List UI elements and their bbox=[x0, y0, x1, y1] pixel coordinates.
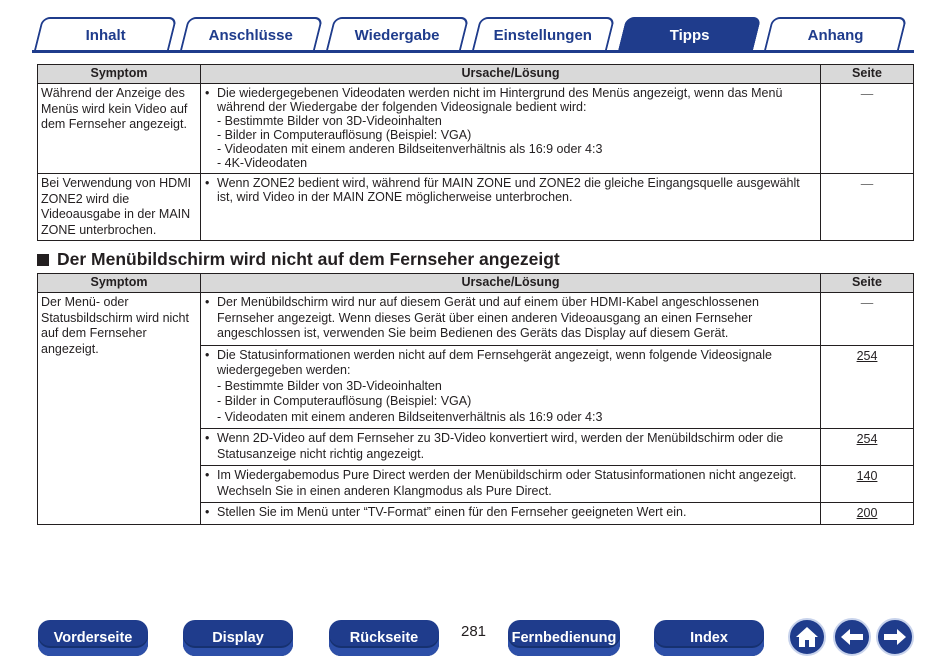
page-ref-none: — bbox=[860, 296, 874, 310]
cause-cell bbox=[201, 84, 821, 174]
page-link[interactable]: 140 bbox=[856, 469, 878, 483]
cause-cell bbox=[201, 429, 821, 466]
header-page: Seite bbox=[821, 274, 914, 293]
previous-page-button[interactable] bbox=[833, 618, 871, 656]
arrow-right-icon bbox=[882, 627, 908, 647]
nav-display-button[interactable]: Display bbox=[183, 620, 293, 656]
tab-underline bbox=[32, 50, 914, 53]
page-link[interactable]: 254 bbox=[856, 348, 878, 363]
list-item: - Bestimmte Bilder von 3D-Videoinhalten bbox=[217, 114, 442, 128]
page-cell bbox=[821, 503, 914, 525]
nav-index-button[interactable]: Index bbox=[654, 620, 764, 656]
troubleshoot-table-video bbox=[37, 64, 914, 241]
table-header-row bbox=[38, 65, 914, 84]
square-bullet-icon bbox=[37, 254, 49, 266]
page-cell bbox=[821, 293, 914, 346]
header-symptom: Symptom bbox=[38, 65, 201, 84]
next-page-button[interactable] bbox=[876, 618, 914, 656]
table-row bbox=[38, 174, 914, 241]
table-row bbox=[38, 84, 914, 174]
list-item: - Bilder in Computerauflösung (Beispiel: VGA) bbox=[217, 394, 472, 408]
list-item: - Bestimmte Bilder von 3D-Videoinhalten bbox=[217, 378, 442, 393]
cause-text: Der Menübildschirm wird nur auf diesem Gerät und auf einem über HDMI-Kabel angeschlossenen Fernseher angezeigt. Wenn dieses Gerät über einen anderen Videoausgang an einen Fernseher angeschlossen ist, verwenden Sie beim Bedienen des Geräts das Display auf diesem Gerät. bbox=[217, 295, 759, 340]
list-item: - 4K-Videodaten bbox=[217, 156, 308, 170]
arrow-left-icon bbox=[839, 627, 865, 647]
bullet-icon: • bbox=[205, 176, 210, 190]
cause-text: Wenn ZONE2 bedient wird, während für MAIN ZONE und ZONE2 die gleiche Eingangsquelle ausgewählt ist, wird Video in der MAIN ZONE möglicherweise unterbrochen. bbox=[217, 176, 800, 204]
cause-cell bbox=[201, 174, 821, 241]
page-cell bbox=[821, 466, 914, 503]
section-title: Der Menübildschirm wird nicht auf dem Fernseher angezeigt bbox=[57, 249, 560, 269]
tab-bar bbox=[32, 17, 914, 54]
bullet-icon: • bbox=[205, 347, 210, 362]
symptom-cell: Während der Anzeige des Menüs wird kein Video auf dem Fernseher angezeigt. bbox=[38, 84, 201, 174]
header-cause: Ursache/Lösung bbox=[201, 274, 821, 293]
list-item: - Bilder in Computerauflösung (Beispiel: VGA) bbox=[217, 128, 472, 142]
tab-anhang[interactable]: Anhang bbox=[764, 17, 907, 51]
header-cause: Ursache/Lösung bbox=[201, 65, 821, 84]
tab-einstellungen[interactable]: Einstellungen bbox=[472, 17, 615, 51]
page-cell bbox=[821, 429, 914, 466]
nav-remote-button[interactable]: Fernbedienung bbox=[508, 620, 620, 656]
header-symptom: Symptom bbox=[38, 274, 201, 293]
header-page: Seite bbox=[821, 65, 914, 84]
page-ref-none: — bbox=[860, 87, 874, 101]
page-link[interactable]: 200 bbox=[856, 506, 878, 520]
page-number: 281 bbox=[461, 623, 487, 640]
nav-back-button[interactable]: Rückseite bbox=[329, 620, 439, 656]
bullet-icon: • bbox=[205, 86, 210, 100]
cause-text: Im Wiedergabemodus Pure Direct werden der Menübildschirm oder Statusinformationen nicht angezeigt. Wechseln Sie in einen anderen Klangmodus als Pure Direct. bbox=[217, 468, 797, 498]
bullet-icon: • bbox=[205, 295, 210, 309]
page-link[interactable]: 254 bbox=[856, 432, 878, 446]
cause-cell bbox=[201, 345, 821, 429]
cause-cell bbox=[201, 293, 821, 346]
cause-cell bbox=[201, 466, 821, 503]
page-cell bbox=[821, 345, 914, 429]
symptom-cell: Bei Verwendung von HDMI ZONE2 wird die Videoausgabe in der MAIN ZONE unterbrochen. bbox=[38, 174, 201, 241]
bullet-icon: • bbox=[205, 431, 210, 445]
list-item: - Videodaten mit einem anderen Bildseitenverhältnis als 16:9 oder 4:3 bbox=[217, 142, 603, 156]
page-cell bbox=[821, 174, 914, 241]
bullet-icon: • bbox=[205, 505, 210, 519]
bullet-icon: • bbox=[205, 468, 210, 482]
home-icon bbox=[794, 625, 820, 649]
cause-cell bbox=[201, 503, 821, 525]
page-cell bbox=[821, 84, 914, 174]
cause-text: Stellen Sie im Menü unter “TV-Format” einen für den Fernseher geeigneten Wert ein. bbox=[217, 505, 687, 519]
cause-text: Wenn 2D-Video auf dem Fernseher zu 3D-Video konvertiert wird, werden der Menübildschirm oder die Statusanzeige nicht richtig angezeigt. bbox=[217, 431, 784, 461]
section-heading bbox=[37, 249, 560, 270]
troubleshoot-table-menu bbox=[37, 273, 914, 525]
cause-text: Die Statusinformationen werden nicht auf dem Fernsehgerät angezeigt, wenn folgende Videosignale wiedergegeben werden: bbox=[217, 347, 772, 377]
list-item: - Videodaten mit einem anderen Bildseitenverhältnis als 16:9 oder 4:3 bbox=[217, 409, 603, 424]
page-ref-none: — bbox=[860, 177, 874, 191]
cause-text: Die wiedergegebenen Videodaten werden nicht im Hintergrund des Menüs angezeigt, wenn das Menü während der Wiedergabe der folgenden Videosignale bedient wird: bbox=[217, 86, 783, 114]
tab-inhalt[interactable]: Inhalt bbox=[34, 17, 177, 51]
home-button[interactable] bbox=[788, 618, 826, 656]
tab-anschluesse[interactable]: Anschlüsse bbox=[180, 17, 323, 51]
table-header-row bbox=[38, 274, 914, 293]
tab-tipps[interactable]: Tipps bbox=[618, 17, 762, 52]
symptom-cell: Der Menü- oder Statusbildschirm wird nicht auf dem Fernseher angezeigt. bbox=[38, 293, 201, 525]
tab-wiedergabe[interactable]: Wiedergabe bbox=[326, 17, 469, 51]
table-row bbox=[38, 293, 914, 346]
nav-front-button[interactable]: Vorderseite bbox=[38, 620, 148, 656]
